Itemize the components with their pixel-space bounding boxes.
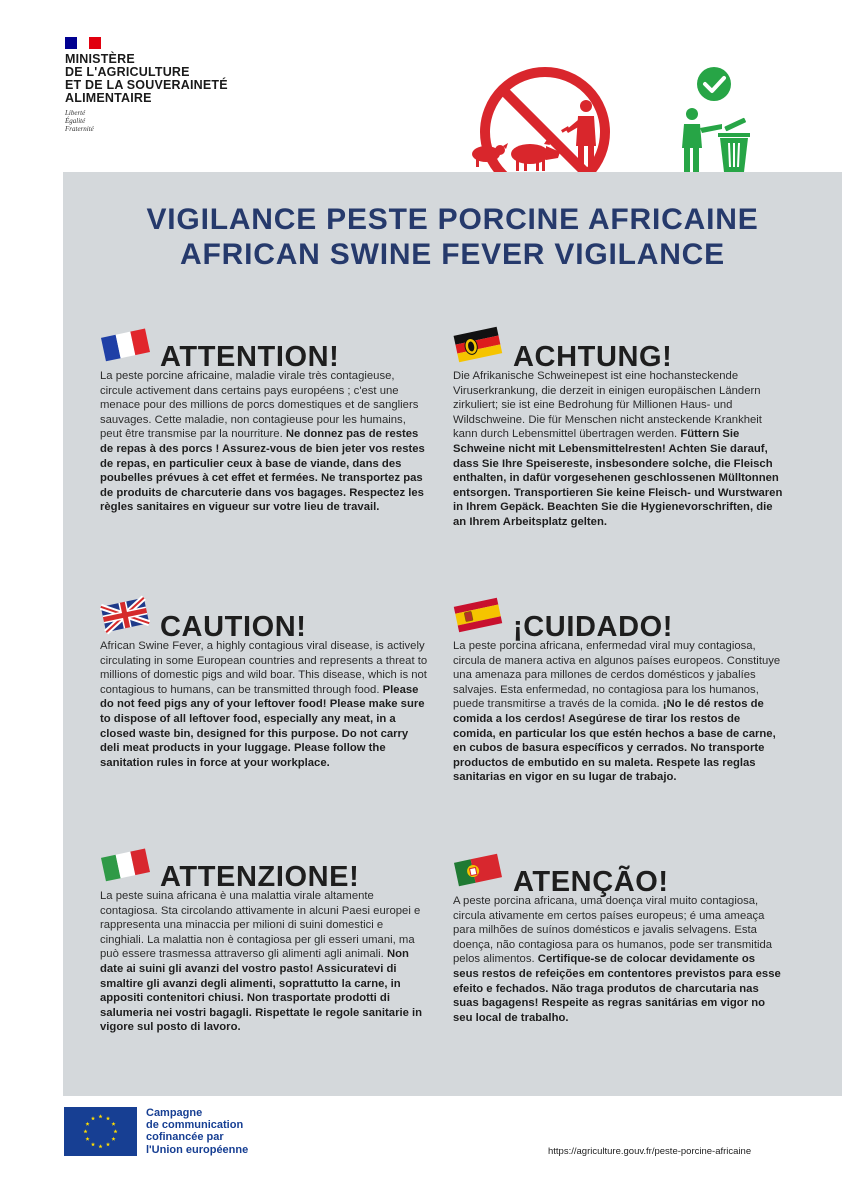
website-url: https://agriculture.gouv.fr/peste-porcine-africaine xyxy=(548,1146,752,1157)
section-header xyxy=(453,850,783,898)
ministry-line: DE L'AGRICULTURE xyxy=(65,65,190,79)
ministry-line: ET DE LA SOUVERAINETÉ xyxy=(65,78,228,92)
body-normal: A peste porcina africana, uma doença viral muito contagiosa, circula ativamente em certos países europeus; é uma ameaça para milhões de suínos domésticos e javalis selvagens. Esta doença, não contagiosa para os humanos, pode ser transmitida pelos alimentos. xyxy=(453,895,773,966)
section-body xyxy=(100,639,430,770)
body-normal: Die Afrikanische Schweinepest ist eine hochansteckende Viruserkrankung, die derzeit in einigen europäischen Ländern zirkuliert; sie ist eine Bedrohung für Millionen Haus- und Wildschweine. Die für Menschen nicht ansteckende Krankheit kann durch Lebensmittel übertragen werden. xyxy=(453,370,762,441)
body-normal: La peste suina africana è una malattia virale altamente contagiosa. Sta circolando attivamente in alcuni Paesi europei e rappresenta una minaccia per milioni di suini domestici e cinghiali. La malattia non è contagiosa per gli esseri umani, ma può essere trasmessa attraverso gli alimenti agli animali. xyxy=(100,890,421,961)
section-german xyxy=(453,325,783,530)
section-heading: ATTENZIONE! xyxy=(160,861,360,893)
body-bold: Certifique-se de colocar devidamente os seus restos de refeições em contentores previstos para esse efeito e fechados. Não traga produtos de charcutaria nas suas bagagens! Respeite as regras sanitárias em vigor no seu local de trabalho. xyxy=(453,953,781,1024)
body-normal: La peste porcina africana, enfermedad viral muy contagiosa, circula de manera activa en algunos países europeos. Constituye una amenaza para millones de cerdos domésticos y jabalíes salvajes. Esta enfermedad, no contagiosa para los humanos, puede transmitirse a través de la comida. xyxy=(453,640,781,711)
section-italian xyxy=(100,845,430,1035)
dispose-in-bin-icon xyxy=(676,66,752,176)
body-bold: Non date ai suini gli avanzi del vostro pasto! Assicuratevi di smaltire gli avanzi degli alimenti, soprattutto la carne, in appositi contenitori chiusi. Non trasportate prodotti di salumeria nei vostri bagagli. Rispettate le regole sanitarie in vigore sul posto di lavoro. xyxy=(100,948,423,1034)
republic-flag-icon xyxy=(65,37,101,49)
poster-title xyxy=(63,202,842,272)
ministry-name xyxy=(65,53,228,105)
section-body xyxy=(453,369,783,530)
body-bold: Füttern Sie Schweine nicht mit Lebensmittelresten! Achten Sie darauf, dass Sie Ihre Speisereste, insbesondere solche, die Fleisch enthalten, in dafür vorgesehenen geschlossenen Mülltonnen entsorgen. Transportieren Sie keine Fleisch- und Wurstwaren in Ihrem Gepäck. Beachten Sie die Hygienevorschriften, die an Ihrem Arbeitsplatz gelten. xyxy=(453,428,783,528)
section-english xyxy=(100,595,430,770)
section-body xyxy=(453,639,783,785)
eu-cofinancing-text xyxy=(146,1107,248,1156)
body-bold: Ne donnez pas de restes de repas à des porcs ! Assurez-vous de bien jeter vos restes de repas, en particulier ceux à base de viande, dans des poubelles prévues à cet effet et fermées. Ne transportez pas de produits de charcuterie dans vos bagages. Respectez les règles sanitaires en vigueur sur votre lieu de travail. xyxy=(100,428,425,514)
section-header xyxy=(453,325,783,373)
republic-motto xyxy=(65,109,228,133)
ministry-line: MINISTÈRE xyxy=(65,52,135,66)
body-bold: Please do not feed pigs any of your leftover food! Please make sure to dispose of all leftover food, especially any meat, in a closed waste bin, designed for this purpose. Do not carry deli meat products in your luggage. Please follow the sanitation rules in force at your workplace. xyxy=(100,683,425,769)
section-body xyxy=(453,894,783,1025)
header xyxy=(0,0,842,172)
motto-line: Fraternité xyxy=(65,125,94,133)
footer xyxy=(0,1096,842,1191)
eu-line: de communication xyxy=(146,1119,244,1132)
portugal-flag-icon xyxy=(453,850,503,890)
italy-flag-icon xyxy=(100,845,150,885)
ministry-line: ALIMENTAIRE xyxy=(65,91,152,105)
content-panel xyxy=(63,172,842,1096)
body-normal: La peste porcine africaine, maladie virale très contagieuse, circule activement dans certains pays européens ; c'est une menace pour des millions de porcs domestiques et de sangliers sauvages. Cette maladie, non contagieuse pour les humains, peut être transmise par la nourriture. xyxy=(100,370,419,441)
title-line-french: VIGILANCE PESTE PORCINE AFRICAINE xyxy=(146,203,759,236)
spain-flag-icon xyxy=(453,595,503,635)
eu-line: cofinancée par xyxy=(146,1131,224,1144)
eu-flag-icon xyxy=(64,1107,137,1156)
motto-line: Liberté xyxy=(65,109,86,117)
section-body xyxy=(100,889,430,1035)
section-heading: ATENÇÃO! xyxy=(513,866,669,898)
eu-line: l'Union européenne xyxy=(146,1143,249,1156)
france-flag-icon xyxy=(100,325,150,365)
title-line-english: AFRICAN SWINE FEVER VIGILANCE xyxy=(180,238,725,271)
section-header xyxy=(100,325,430,373)
section-heading: ATTENTION! xyxy=(160,341,340,373)
body-bold: ¡No le dé restos de comida a los cerdos! Asegúrese de tirar los restos de comida, en particular los que estén hechos a base de carne, en cubos de basura específicos y cerrados. No transporte productos de embutido en su maleta. Respete las reglas sanitarias en vigor en su lugar de trabajo. xyxy=(453,698,776,784)
section-french xyxy=(100,325,430,515)
section-portuguese xyxy=(453,850,783,1025)
motto-line: Égalité xyxy=(65,117,86,125)
body-normal: African Swine Fever, a highly contagious viral disease, is actively circulating in some European countries and represents a threat to millions of domestic pigs and wild boar. This disease, which is not contagious to humans, can be transmitted through food. xyxy=(100,640,428,696)
section-body xyxy=(100,369,430,515)
uk-flag-icon xyxy=(100,595,150,635)
section-heading: ACHTUNG! xyxy=(513,341,673,373)
eu-line: Campagne xyxy=(146,1107,203,1119)
ministry-logo xyxy=(65,37,228,133)
section-heading: ¡CUIDADO! xyxy=(513,611,674,643)
section-header xyxy=(453,595,783,643)
section-spanish xyxy=(453,595,783,785)
germany-flag-icon xyxy=(453,325,503,365)
section-heading: CAUTION! xyxy=(160,611,307,643)
section-header xyxy=(100,595,430,643)
section-header xyxy=(100,845,430,893)
